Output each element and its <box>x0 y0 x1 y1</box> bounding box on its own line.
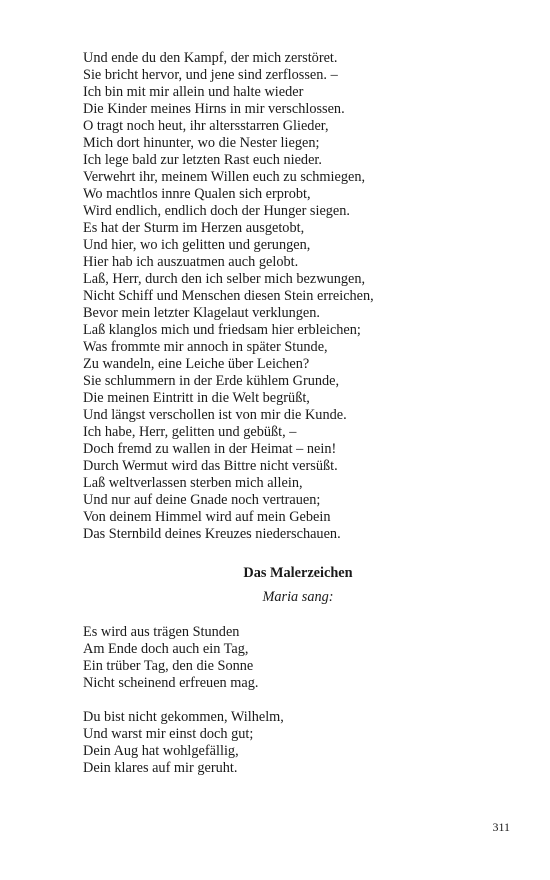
poem-line: Sie bricht hervor, und jene sind zerflossen. – <box>83 67 338 83</box>
poem-line: Am Ende doch auch ein Tag, <box>83 641 249 657</box>
poem-line: Bevor mein letzter Klagelaut verklungen. <box>83 305 321 321</box>
poem-line: Die Kinder meines Hirns in mir verschlossen. <box>83 101 345 117</box>
page-number: 311 <box>492 820 510 834</box>
poem-line: Du bist nicht gekommen, Wilhelm, <box>83 709 284 725</box>
poem-line: Laß weltverlassen sterben mich allein, <box>83 475 303 491</box>
poem-line: Und längst verschollen ist von mir die Kunde. <box>83 407 347 423</box>
poem-line: Und warst mir einst doch gut; <box>83 726 254 742</box>
poem-line: Und hier, wo ich gelitten und gerungen, <box>83 237 311 253</box>
poem-subtitle: Maria sang: <box>262 589 334 605</box>
poem-line: Wird endlich, endlich doch der Hunger siegen. <box>83 203 351 219</box>
poem-line: Verwehrt ihr, meinem Willen euch zu schmiegen, <box>83 169 366 185</box>
poem-line: Doch fremd zu wallen in der Heimat – nein! <box>83 441 337 457</box>
poem-line: Nicht scheinend erfreuen mag. <box>83 675 259 691</box>
poem-line: Sie schlummern in der Erde kühlem Grunde, <box>83 373 340 389</box>
poem-line: Das Sternbild deines Kreuzes niederschauen. <box>83 526 341 542</box>
page-body <box>83 50 483 777</box>
poem-line: Zu wandeln, eine Leiche über Leichen? <box>83 356 310 372</box>
poem-line: Dein Aug hat wohlgefällig, <box>83 743 239 759</box>
poem-line: Ich habe, Herr, gelitten und gebüßt, – <box>83 424 297 440</box>
poem-line: Laß, Herr, durch den ich selber mich bezwungen, <box>83 271 366 287</box>
poem-line: Ich lege bald zur letzten Rast euch nieder. <box>83 152 322 168</box>
poem-line: Dein klares auf mir geruht. <box>83 760 238 776</box>
poem-line: Es hat der Sturm im Herzen ausgetobt, <box>83 220 305 236</box>
stanza <box>83 709 483 777</box>
poem-title: Das Malerzeichen <box>243 565 353 581</box>
poem-line: Hier hab ich auszuatmen auch gelobt. <box>83 254 299 270</box>
poem-line: Und ende du den Kampf, der mich zerstöret. <box>83 50 338 66</box>
poem-line: Von deinem Himmel wird auf mein Gebein <box>83 509 331 525</box>
poem-line: Laß klanglos mich und friedsam hier erbleichen; <box>83 322 361 338</box>
poem-line: Durch Wermut wird das Bittre nicht versüßt. <box>83 458 338 474</box>
poem-line: Die meinen Eintritt in die Welt begrüßt, <box>83 390 310 406</box>
poem-line: Wo machtlos innre Qualen sich erprobt, <box>83 186 311 202</box>
poem-line: Es wird aus trägen Stunden <box>83 624 240 640</box>
poem-line: Was frommte mir annoch in später Stunde, <box>83 339 328 355</box>
poem-line: Nicht Schiff und Menschen diesen Stein erreichen, <box>83 288 374 304</box>
poem-line: Ich bin mit mir allein und halte wieder <box>83 84 304 100</box>
poem-line: Und nur auf deine Gnade noch vertrauen; <box>83 492 321 508</box>
previous-poem-ending <box>83 50 483 543</box>
poem-line: O tragt noch heut, ihr altersstarren Glieder, <box>83 118 329 134</box>
stanza <box>83 624 483 692</box>
poem-line: Ein trüber Tag, den die Sonne <box>83 658 254 674</box>
poem-line: Mich dort hinunter, wo die Nester liegen; <box>83 135 320 151</box>
